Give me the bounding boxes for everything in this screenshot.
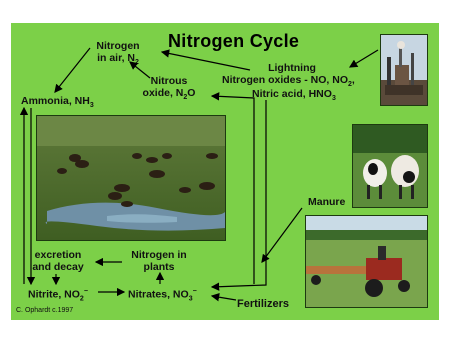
nitrous-line1: Nitrous — [150, 75, 188, 87]
nitrogen-air-subscript: 2 — [135, 59, 139, 67]
nitric-subscript: 3 — [331, 95, 336, 103]
nox-text: Nitrogen oxides - NO, NO — [222, 74, 349, 86]
nitrite-superscript: − — [83, 288, 88, 295]
nitrous-line2: oxide, N — [142, 87, 184, 99]
label-fertilizers: Fertilizers — [237, 298, 289, 310]
arrow-plant-to-nox — [350, 50, 378, 67]
credit-text: C. Ophardt c.1997 — [16, 307, 74, 314]
diagram-title: Nitrogen Cycle — [168, 31, 300, 51]
nitrous-subscript: 2 — [183, 94, 188, 102]
nitrite-text: Nitrite, NO — [28, 288, 80, 301]
arrow-nitrous-to-air — [130, 62, 150, 78]
nitrates-superscript: − — [192, 288, 197, 295]
arrow-nitric-to-nitrates — [212, 100, 266, 287]
arrow-air-to-ammonia — [55, 48, 90, 92]
nplants-line2: plants — [143, 261, 175, 273]
nox-subscript: 2 — [348, 81, 352, 89]
excretion-line2: and decay — [32, 261, 84, 273]
arrow-lightning-to-air — [162, 52, 250, 70]
nitrates-subscript: 3 — [188, 295, 193, 303]
nitric-text: Nitric acid, HNO — [252, 88, 332, 100]
label-lightning: Lightning — [268, 62, 316, 74]
nitrite-subscript: 2 — [79, 295, 84, 303]
ammonia-subscript: 3 — [89, 102, 94, 110]
nitrogen-air-line2: in air, N — [97, 52, 136, 64]
nitrogen-air-line1: Nitrogen — [96, 40, 140, 52]
arrow-nitrates-to-nitrous — [212, 96, 254, 284]
nitrates-text: Nitrates, NO — [128, 288, 189, 301]
arrow-manure — [262, 208, 302, 262]
arrow-fertilizers — [212, 296, 236, 300]
label-manure: Manure — [308, 196, 346, 208]
excretion-line1: excretion — [34, 249, 82, 261]
nitrous-end: O — [187, 87, 196, 99]
nox-end: , — [351, 74, 355, 86]
ammonia-text: Ammonia, NH — [21, 95, 90, 107]
nplants-line1: Nitrogen in — [131, 249, 187, 261]
